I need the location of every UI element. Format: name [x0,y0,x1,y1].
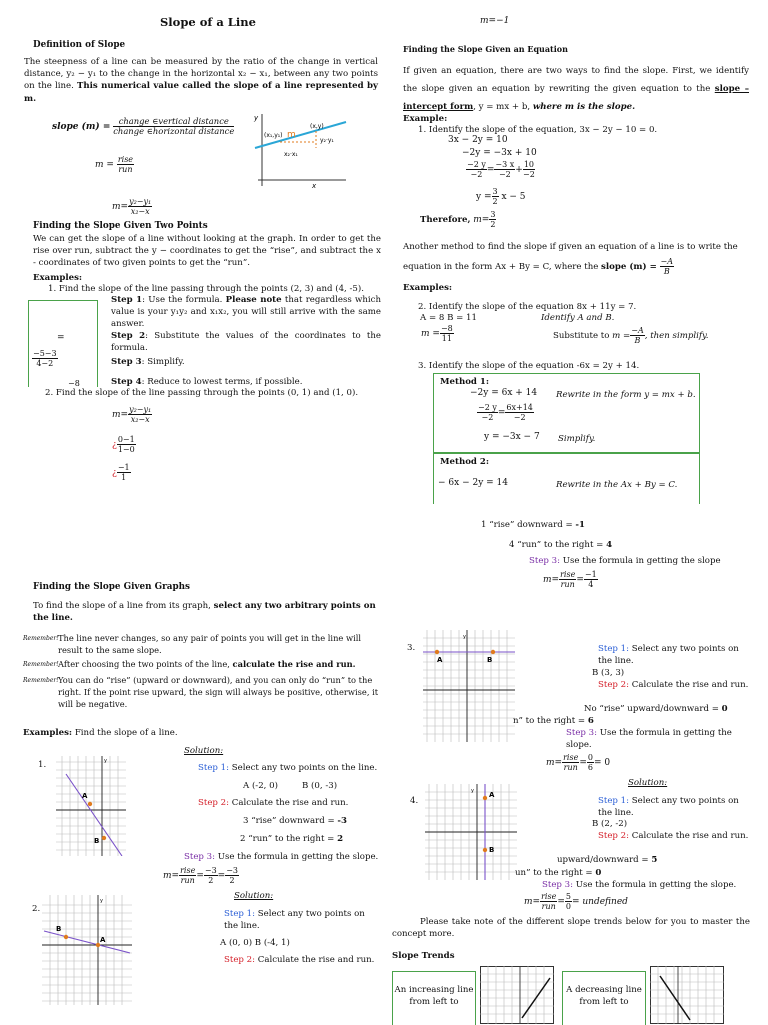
decreasing-text: A decreasing line from left to [566,985,642,1008]
slope-diagram [250,110,350,190]
point-b-label: B [487,656,493,664]
svg-text:(x₁,y₁): (x₁,y₁) [264,132,283,139]
equation-example-1: 1. Identify the slope of the equation, 3x − 2y − 10 = 0. [418,125,658,135]
definition-heading: Definition of Slope [33,40,126,50]
decreasing-graph [650,966,724,1024]
eq-line-1: 3x − 2y = 10 [448,135,508,145]
remember-3-text: You can do “rise” (upward or downward), and you can only do “run” to the right. If the point rise upward, the sign will always be positive, otherwise, it will be negative. [58,675,379,710]
equation-intro: If given an equation, there are two ways to find the slope. First, we identify the slope given an equation by rewriting the given equation to the slope – intercept form, y = mx + b, where m is the slope. [403,66,749,112]
m2-line-1-note: Rewrite in the Ax + By = C. [556,480,678,490]
point-a-label: A [100,936,106,944]
point-a-label: A [82,792,88,800]
g1-step2: Step 2: Calculate the rise and run. [198,798,349,808]
equation-example-label: Example: [403,114,448,124]
g4-step2: Step 2: Calculate the rise and run. [598,831,749,841]
g4-step3: Step 3: Use the formula in getting the slope. [542,880,737,890]
remember-2-label: Remember! [23,661,59,668]
eq-line-3: $\frac{-2 y}{-2}$ = $\frac{-3 x}{-2}$ + $\frac{10}{-2}$ [467,160,535,179]
g3-step3: Step 3: Use the formula in getting the slope. [566,728,732,751]
g1-rise: 3 “rise” downward = -3 [243,816,347,826]
svg-text:(x,y): (x,y) [310,123,324,130]
step-1-text: Step 1: Use the formula. Please note that regardless which value is your y₁y₂ and x₁x₂, you will still arrive with the same answer. [111,295,382,330]
box-equals: = [57,333,65,343]
eq-line-4: y = $\frac{3}{2}$ x − 5 [476,187,526,206]
eq-line-2: −2y = −3x + 10 [462,148,537,158]
two-points-heading: Finding the Slope Given Two Points [33,221,208,231]
m1-line-3-note: Simplify. [558,434,596,444]
step-3-text: Step 3: Simplify. [111,357,185,367]
two-points-intro: We can get the slope of a line without looking at the graph. In order to get the rise over run, subtract the y − coordinates to get the “rise”, and subtract the x - coordinates of two given points to get the “run”. [33,234,381,269]
g1-formula: m= $\frac{\text{rise}}{\text{run}}$ = $\frac{-3}{2}$ = $\frac{-3}{2}$ [163,866,238,885]
graph-examples-label: Examples: Find the slope of a line. [23,728,178,738]
m2-line-1: − 6x − 2y = 14 [438,478,508,488]
ex2-substitute: Substitute to m = $\frac{-A}{B}$ , then simplify. [553,326,709,345]
g3-rise: No “rise” upward/downward = 0 [584,704,728,714]
point-b-label: B [56,925,62,933]
g4-rise: upward/downward = 5 [557,855,658,865]
point-a-label: A [437,656,443,664]
slope-formula: slope (m) = $\frac{\text{change ∈vertical distance}}{\text{change ∈horizontal distance}}$ [52,116,235,136]
equation-example-2: 2. Identify the slope of the equation 8x + 11y = 7. [418,302,637,312]
therefore-line: Therefore, m= $\frac{3}{2}$ [420,210,496,229]
rise-run-formula: m = $\frac{\text{rise}}{\text{run}}$ [95,155,134,174]
m1-line-3: y = −3x − 7 [484,432,540,442]
m1-line-1: −2y = 6x + 14 [470,388,538,398]
method-2-label: Method 2: [440,457,490,467]
g1-points-b: B (0, -3) [302,781,338,791]
g4-points: B (2, -2) [592,819,628,829]
box-fraction: $\frac{-5-3}{4-2}$ [33,349,57,368]
point-b-label: B [94,837,100,845]
increasing-box [392,971,476,1025]
g4-formula: m= $\frac{\text{rise}}{\text{run}}$ = $\frac{5}{0}$ = undefined [524,892,628,911]
method-1-label: Method 1: [440,377,490,387]
graph-2-number: 2. [32,904,41,914]
y-axis-label: y [471,788,474,794]
box-bottom: −8 [68,379,80,388]
g1-step1: Step 1: Select any two points on the line. [198,763,378,773]
g1-step3: Step 3: Use the formula in getting the slope. [184,852,379,862]
solution-label-1: Solution: [184,746,224,756]
g1-run: 2 “run” to the right = 2 [240,834,344,844]
g4-run: un” to the right = 0 [515,868,602,878]
y-axis-label: y [100,898,103,904]
trends-heading: Slope Trends [392,951,455,961]
ex2-result: ¿ $\frac{-1}{1}$ [112,463,130,482]
svg-text:m: m [287,130,296,140]
trends-note: Please take note of the different slope trends below for you to master the concept more. [392,917,750,940]
ex2-m: m = $\frac{-8}{11}$ [421,324,453,343]
graph-4-number: 4. [410,796,419,806]
svg-text:y₂·y₁: y₂·y₁ [320,137,334,144]
g1-points-a: A (-2, 0) [243,781,278,791]
g2-step2: Step 2: Calculate the rise and run. [224,955,375,965]
solution-label-2: Solution: [234,891,274,901]
g2-step1: Step 1: Select any two points on the line. [224,909,365,932]
equation-examples-label: Examples: [403,283,453,293]
remember-1-label: Remember! [23,635,59,642]
solution-label-3: Solution: [628,778,668,788]
remember-2-text: After choosing the two points of the line, calculate the rise and run. [58,659,356,669]
top-right-equation: m=−1 [480,16,510,26]
another-method: Another method to find the slope if given an equation of a line is to write the equation in the form Ax + By = C, where the slope (m) = $\frac{-A}{B}$ [403,242,738,276]
remember-1-text: The line never changes, so any pair of points you will get in the line will result to the same slope. [58,633,362,656]
graph-1 [56,756,126,856]
g3-run: n” to the right = 6 [513,716,594,726]
graph-1-number: 1. [38,760,47,770]
graph-3 [423,630,515,742]
y-axis-label: y [463,634,466,640]
increasing-graph [480,966,554,1024]
g3-points: B (3, 3) [592,668,625,678]
graph-4 [425,784,517,880]
step-4-text: Step 4: Reduce to lowest terms, if possible. [111,377,303,387]
two-points-example-2: 2. Find the slope of the line passing through the points (0, 1) and (1, 0). [45,388,359,398]
ex2-ab: A = 8 B = 11 [420,313,477,323]
svg-text:x: x [312,182,317,190]
decreasing-box [562,971,646,1025]
graphs-intro: To find the slope of a line from its graph, select any two arbitrary points on the line. [33,601,376,624]
step-3-formula: m= $\frac{\text{rise}}{\text{run}}$ = $\frac{-1}{4}$ [543,570,597,589]
step-2-text: Step 2: Substitute the values of the coordinates to the formula. [111,331,381,354]
g2-points: A (0, 0) B (-4, 1) [220,938,290,948]
m1-line-1-note: Rewrite in the form y = mx + b. [556,390,696,400]
m1-line-2: $\frac{-2 y}{-2}$ = $\frac{6x+14}{-2}$ [478,403,533,422]
y-axis-label: y [104,758,107,764]
svg-text:y: y [254,114,259,122]
g3-step2: Step 2: Calculate the rise and run. [598,680,749,690]
g3-formula: m= $\frac{\text{rise}}{\text{run}}$ = $\frac{0}{6}$ = 0 [546,753,611,772]
graphs-heading: Finding the Slope Given Graphs [33,582,190,592]
ex2-formula: m= $\frac{\text{y₂−y₁}}{\text{x₂−x}}$ [112,405,152,424]
point-b-label: B [489,846,495,854]
increasing-text: An increasing line from left to [394,985,474,1008]
ex2-substitution: ¿ $\frac{0-1}{1-0}$ [112,435,135,454]
definition-text: The steepness of a line can be measured by the ratio of the change in vertical distance, y₂ − y₁ to the change in the horizontal x₂ − x₁, between any two points on the line. This numerical value called the slope of a line represented by m. [24,57,379,104]
step-3-line: Step 3: Use the formula in getting the slope [529,556,721,566]
coordinate-formula: m= $\frac{\text{y₂−y₁}}{\text{x₂−x}}$ [112,197,152,216]
graph-3-number: 3. [407,643,416,653]
rise-line: 1 “rise” downward = -1 [481,520,585,530]
examples-label: Examples: [33,273,83,283]
two-points-example-1: 1. Find the slope of the line passing through the points (2, 3) and (4, -5). [48,284,364,294]
example-1-box [28,300,98,387]
run-line: 4 “run” to the right = 4 [509,540,613,550]
graph-2 [42,895,132,1005]
equation-example-3: 3. Identify the slope of the equation -6x = 2y + 14. [418,361,640,371]
point-a-label: A [489,791,495,799]
equation-heading: Finding the Slope Given an Equation [403,44,568,54]
g4-step1: Step 1: Select any two points on the line. [598,796,739,819]
g3-step1: Step 1: Select any two points on the line. [598,644,739,667]
page-title: Slope of a Line [160,15,256,29]
remember-3-label: Remember! [23,677,59,684]
svg-text:x₂·x₁: x₂·x₁ [284,151,298,158]
ex2-identify: Identify A and B. [541,313,615,323]
